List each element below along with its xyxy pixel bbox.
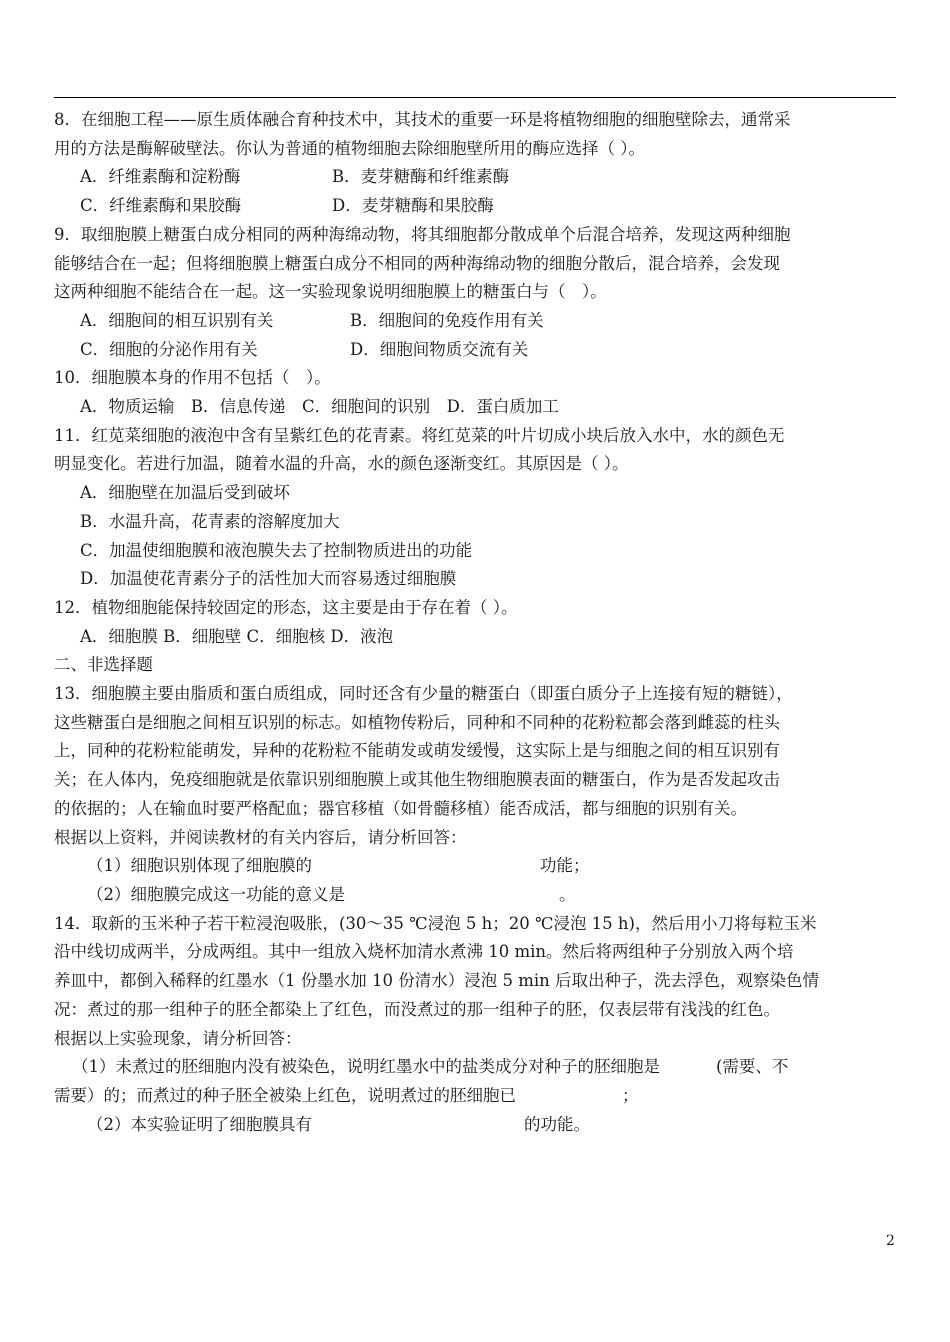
q14-para-line2: 沿中线切成两半，分成两组。其中一组放入烧杯加清水煮沸 10 min。然后将两组种子分别放入两个培 [54, 942, 794, 962]
q8-options-row2 [54, 192, 900, 221]
q11-stem-line2: 明显变化。若进行加温，随着水温的升高，水的颜色逐渐变红。其原因是（ ）。 [54, 454, 629, 474]
q13-prompt: 根据以上资料，并阅读教材的有关内容后，请分析回答： [54, 827, 467, 847]
q14-para-line3: 养皿中，都倒入稀释的红墨水（1 份墨水加 10 份清水）浸泡 5 min 后取出种子，洗去浮色，观察染色情 [54, 971, 820, 991]
q14-para-line4: 况：煮过的那一组种子的胚全都染上了红色，而没煮过的那一组种子的胚，仅表层带有浅浅的红色。 [54, 999, 780, 1019]
q13-para-line3: 上，同种的花粉粒能萌发，异种的花粉粒不能萌发或萌发缓慢，这实际上是与细胞之间的相互识别有 [54, 741, 780, 761]
q12-stem: 12．植物细胞能保持较固定的形态，这主要是由于存在着（ ）。 [54, 597, 518, 617]
q14-sub2-post: 的功能。 [524, 1114, 590, 1134]
q8-stem-line2: 用的方法是酶解破壁法。你认为普通的植物细胞去除细胞壁所用的酶应选择（ ）。 [54, 138, 645, 158]
q13-sub2-post: 。 [559, 884, 576, 904]
q13-para-line4: 关；在人体内，免疫细胞就是依靠识别细胞膜上或其他生物细胞膜表面的糖蛋白，作为是否发起攻击 [54, 770, 780, 790]
q14-prompt: 根据以上实验现象，请分析回答： [54, 1028, 302, 1048]
q9-option-a: A．细胞间的相互识别有关 [80, 310, 274, 330]
q14-sub1-line2-post: ； [622, 1085, 639, 1105]
q13-sub1 [54, 852, 900, 881]
page-number: 2 [886, 1233, 895, 1249]
q13-sub2-pre: （2）细胞膜完成这一功能的意义是 [87, 884, 345, 904]
q9-stem-line1: 9．取细胞膜上糖蛋白成分相同的两种海绵动物，将其细胞都分散成单个后混合培养，发现这两种细胞 [54, 224, 791, 244]
q14-sub1 [54, 1053, 900, 1082]
q14-sub1-post: (需要、不 [716, 1057, 789, 1077]
q14-para-line1: 14．取新的玉米种子若干粒浸泡吸胀，(30～35 ℃浸泡 5 h；20 ℃浸泡 15 h)，然后用小刀将每粒玉米 [54, 913, 817, 933]
q10-stem: 10．细胞膜本身的作用不包括（ ）。 [54, 368, 331, 388]
q11-option-d: D．加温使花青素分子的活性加大而容易透过细胞膜 [80, 569, 457, 589]
q13-para-line5: 的依据的；人在输血时要严格配血；器官移植（如骨髓移植）能否成活，都与细胞的识别有关。 [54, 798, 747, 818]
q14-sub1-line2-pre: 需要）的；而煮过的种子胚全被染上红色，说明煮过的胚细胞已 [54, 1085, 516, 1105]
header-rule [54, 97, 896, 98]
q14-sub1-line2 [54, 1082, 900, 1111]
q13-sub1-pre: （1）细胞识别体现了细胞膜的 [87, 856, 312, 876]
document-body [54, 106, 900, 1139]
q8-option-a: A．纤维素酶和淀粉酶 [80, 167, 241, 187]
q11-option-b: B．水温升高，花青素的溶解度加大 [80, 511, 340, 531]
q9-option-d: D．细胞间物质交流有关 [350, 339, 529, 359]
q9-options-row1 [54, 307, 900, 336]
q8-option-b: B．麦芽糖酶和纤维素酶 [332, 167, 510, 187]
q9-option-c: C．细胞的分泌作用有关 [80, 339, 258, 359]
q9-stem-line2: 能够结合在一起；但将细胞膜上糖蛋白成分不相同的两种海绵动物的细胞分散后，混合培养，会发现 [54, 253, 780, 273]
q8-stem-line1: 8．在细胞工程——原生质体融合育种技术中，其技术的重要一环是将植物细胞的细胞壁除去，通常采 [54, 110, 791, 129]
q8-options-row1 [54, 163, 900, 192]
section-heading: 二、非选择题 [54, 655, 153, 675]
q14-sub1-pre: （1）未煮过的胚细胞内没有被染色，说明红墨水中的盐类成分对种子的胚细胞是 [72, 1057, 660, 1077]
q14-sub2-pre: （2）本实验证明了细胞膜具有 [87, 1114, 312, 1134]
q13-sub1-post: 功能； [540, 856, 590, 876]
q11-option-a: A．细胞壁在加温后受到破坏 [80, 483, 290, 503]
q12-options: A．细胞膜 B．细胞壁 C．细胞核 D．液泡 [80, 626, 394, 646]
q11-option-c: C．加温使细胞膜和液泡膜失去了控制物质进出的功能 [80, 540, 473, 560]
q13-para-line1: 13．细胞膜主要由脂质和蛋白质组成，同时还含有少量的糖蛋白（即蛋白质分子上连接有短的糖链）， [54, 684, 793, 704]
q13-para-line2: 这些糖蛋白是细胞之间相互识别的标志。如植物传粉后，同种和不同种的花粉粒都会落到雌蕊的柱头 [54, 712, 780, 732]
q8-option-c: C．纤维素酶和果胶酶 [80, 196, 242, 216]
q14-sub2 [54, 1111, 900, 1140]
q9-stem-line3: 这两种细胞不能结合在一起。这一实验现象说明细胞膜上的糖蛋白与（ ）。 [54, 282, 607, 302]
q11-stem-line1: 11．红苋菜细胞的液泡中含有呈紫红色的花青素。将红苋菜的叶片切成小块后放入水中，水的颜色无 [54, 425, 785, 445]
q10-options: A．物质运输 B．信息传递 C．细胞间的识别 D．蛋白质加工 [80, 397, 559, 417]
q9-option-b: B．细胞间的免疫作用有关 [350, 310, 544, 330]
q9-options-row2 [54, 336, 900, 365]
q8-option-d: D．麦芽糖酶和果胶酶 [332, 196, 494, 216]
q13-sub2 [54, 881, 900, 910]
